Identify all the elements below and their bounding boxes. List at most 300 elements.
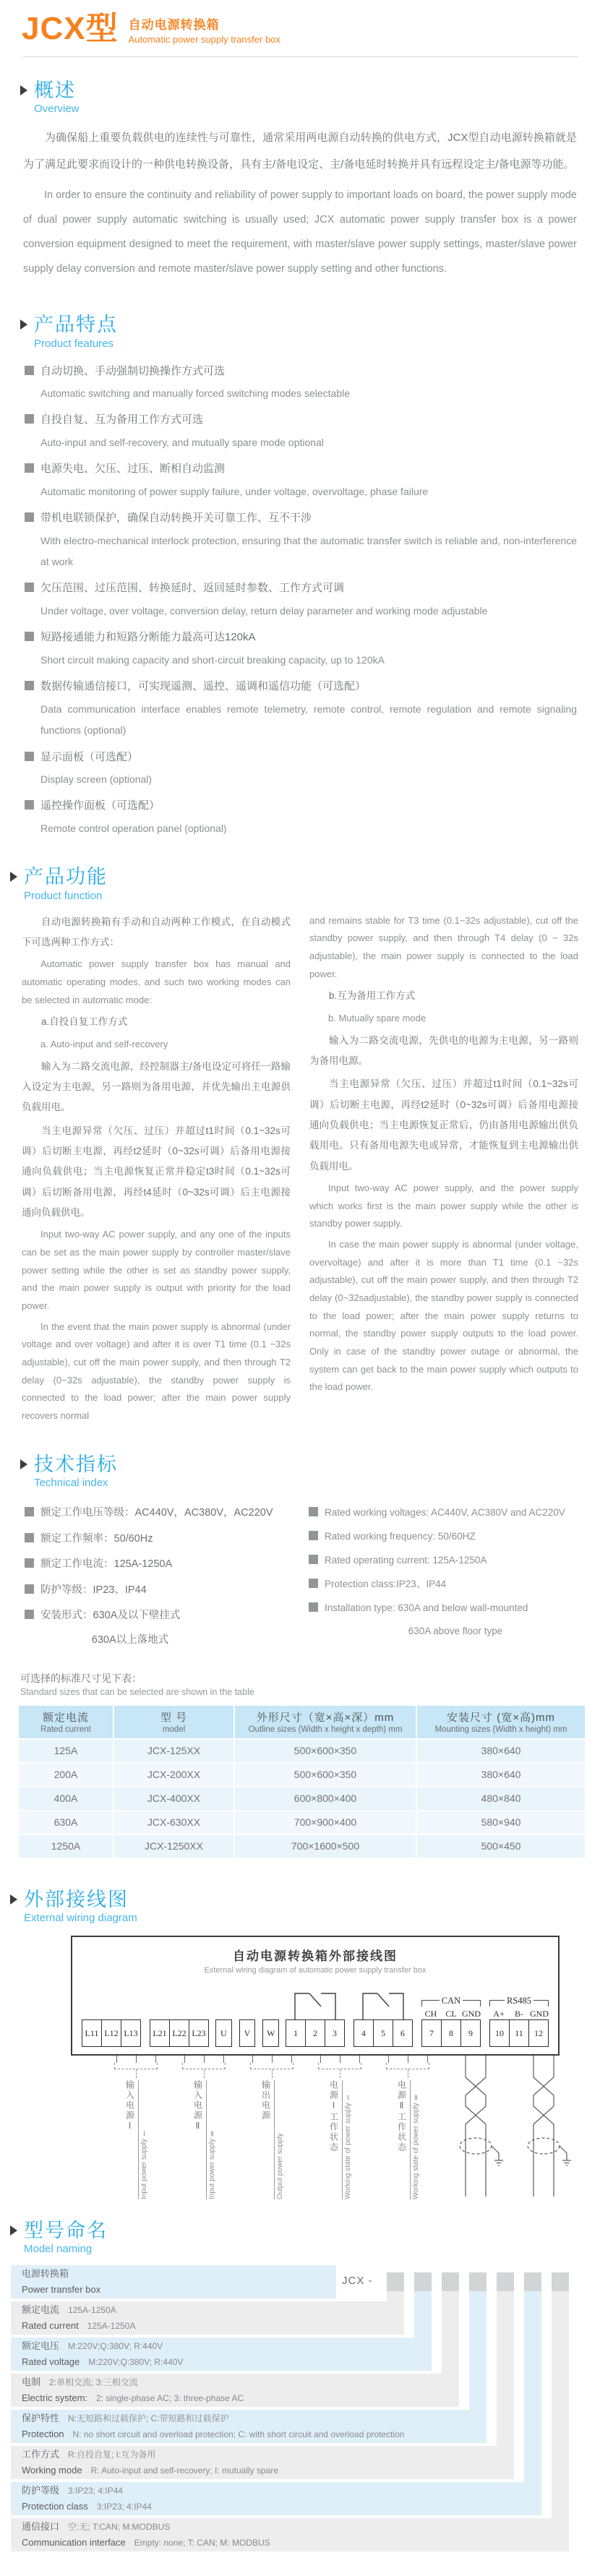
table-cell: 500×600×350 — [235, 1764, 416, 1786]
dashed-stem — [204, 2069, 205, 2078]
section-wiring-header — [10, 1888, 600, 1924]
feature-cn-text: 数据传输通信接口，可实现遥测、遥控、遥调和遥信功能（可选配） — [40, 680, 367, 693]
bullet-square-icon — [25, 583, 34, 592]
naming-label-cn: 防护等级 — [22, 2485, 60, 2496]
section-titles — [34, 313, 118, 349]
function-paragraph: b.互为备用工作方式 — [329, 990, 416, 1002]
bullet-square-icon — [25, 1558, 34, 1568]
header-divider — [23, 56, 578, 57]
naming-row — [11, 2301, 404, 2335]
pin-label: B- — [515, 2009, 523, 2019]
feature-text-en: Short circuit making capacity and short-circuit breaking capacity, up to 120kA — [40, 653, 385, 666]
function-paragraph: Automatic power supply transfer box has manual and automatic operating modes, and such two working modes can be selected in automatic mode: — [22, 958, 291, 1005]
naming-label-en: Rated current — [22, 2320, 79, 2332]
section-titles — [24, 1888, 137, 1924]
caption-text — [260, 2080, 284, 2199]
spacer — [80, 1979, 143, 2019]
bullet-square-icon — [309, 1507, 318, 1516]
function-paragraph: a. Auto-input and self-recovery — [40, 1038, 168, 1049]
naming-code-box — [524, 2272, 541, 2291]
function-paragraph: In case the main power supply is abnormal (under voltage, overvoltage) and after it is more than T1 time (0.1 ~32s adjustable), cut off the main power supply, and then through T2 delay (0~32sadjustable), the standby power supply is connected to the load power; after the main power supply returns to normal, the standby power supply outputs to the load power. Only in case of the standby power outage or abnormal, the system can get back to the main power supply which outputs to the load power. — [309, 1238, 578, 1393]
technical-item — [309, 1596, 578, 1620]
table-row — [19, 1811, 585, 1834]
product-title-block — [129, 13, 280, 45]
naming-value-cn: 2:单相交流; 3:三相交流 — [49, 2377, 138, 2388]
feature-text-cn — [25, 410, 577, 431]
section-titles — [24, 2219, 108, 2255]
naming-label-cn: 通信接口 — [22, 2521, 60, 2533]
technical-text: 安装形式：630A及以下壁挂式 — [40, 1610, 181, 1622]
feature-text-en: Data communication interface enables remote telemetry, remote control, remote regulation and remote signaling functions (optional) — [40, 703, 577, 737]
naming-label-en: Protection — [22, 2429, 64, 2440]
naming-row — [11, 2446, 514, 2479]
naming-label-cn: 额定电流 — [22, 2304, 60, 2316]
technical-column-cn — [25, 1500, 294, 1652]
feature-cn-text: 短路接通能力和短路分断能力最高可达120kA — [40, 631, 256, 644]
feature-cn-text: 自投自复、互为备用工作方式可选 — [40, 413, 204, 426]
table-cell: 200A — [19, 1764, 113, 1786]
naming-label-cn: 工作方式 — [22, 2449, 60, 2460]
terminal: 1 — [286, 2019, 306, 2047]
feature-item — [25, 747, 577, 791]
section-title-cn: 产品功能 — [24, 866, 108, 888]
naming-value-cn: 空:无; T:CAN; M:MODBUS — [68, 2522, 171, 2533]
switch-contact-icon — [283, 1979, 347, 2019]
naming-value-en: 125A-1250A — [87, 2321, 136, 2332]
naming-label-en: Communication interface — [22, 2537, 126, 2549]
can-label: CAN — [441, 1996, 461, 2006]
feature-text-en: Automatic monitoring of power supply failure, under voltage, overvoltage, phase failure — [40, 485, 429, 497]
technical-text: Rated working voltages: AC440V, AC380V and AC220V — [325, 1507, 565, 1519]
can-bracket — [421, 1996, 481, 2006]
wiring-diagram-title-en: External wiring diagram of automatic power supply transfer box — [204, 1966, 427, 1975]
can-bus-header — [419, 1979, 483, 2019]
triangle-bullet-icon — [20, 85, 27, 95]
table-cell: 1250A — [19, 1835, 113, 1858]
twisted-pair-cable-icon — [444, 2056, 507, 2200]
bracket-line — [421, 2000, 440, 2006]
naming-connector — [387, 2291, 404, 2301]
naming-label-en: Power transfer box — [22, 2284, 101, 2296]
technical-item — [309, 1524, 578, 1548]
caption-text — [192, 2080, 216, 2199]
product-title-en: Automatic power supply transfer box — [128, 34, 280, 45]
caption-group — [104, 2056, 168, 2200]
terminal: L13 — [121, 2019, 141, 2047]
features-list — [25, 361, 577, 840]
technical-text: Installation type: 630A and below wall-mounted — [325, 1602, 528, 1614]
naming-label-en: Protection class — [22, 2501, 88, 2512]
terminal: L11 — [82, 2019, 102, 2047]
triangle-bullet-icon — [20, 319, 27, 330]
section-titles — [34, 1453, 118, 1489]
section-title-en: Product function — [24, 889, 103, 902]
bullet-square-icon — [309, 1579, 318, 1588]
feature-item — [25, 508, 577, 572]
caption-cn: 输入电源Ⅰ — [124, 2080, 139, 2199]
bullet-square-icon — [309, 1602, 318, 1612]
table-row — [19, 1787, 585, 1810]
function-paragraph: 自动电源转换箱有手动和自动两种工作模式，在自动模式下可选两种工作方式： — [22, 916, 291, 948]
naming-value-cn: N:无短路和过载保护; C:带短路和过载保护 — [68, 2413, 229, 2424]
naming-code-box — [414, 2272, 432, 2291]
naming-connector — [497, 2291, 514, 2446]
terminal-group — [283, 2019, 347, 2047]
naming-row — [11, 2265, 336, 2298]
table-header-cell — [114, 1706, 233, 1738]
section-title-cn: 外部接线图 — [24, 1888, 129, 1910]
section-features-header — [20, 313, 600, 349]
terminal-group — [487, 2019, 551, 2047]
overview-paragraph-cn: 为确保船上重要负载供电的连续性与可靠性，通常采用两电源自动转换的供电方式，JCX型自动电源转换箱就是为了满足此要求而设计的一种供电转换设备，具有主/备电设定、主/备电延时转换并具有远程设定主/备电源等功能。 — [23, 132, 577, 171]
feature-text-en: Remote control operation panel (optional) — [40, 822, 227, 834]
caption-cn: 输入电源Ⅱ — [192, 2080, 207, 2199]
header-cn: 外形尺寸（宽×高×深）mm — [256, 1711, 395, 1724]
section-title-cn: 产品特点 — [34, 314, 118, 336]
naming-connector — [469, 2291, 487, 2410]
caption-en: Input power supply Ⅱ — [207, 2129, 216, 2200]
terminal: L22 — [169, 2019, 189, 2047]
bracket-line — [463, 2000, 481, 2006]
model-naming-diagram — [11, 2265, 589, 2554]
triangle-bullet-icon — [20, 1459, 27, 1469]
caption-en: Input power supply Ⅰ — [140, 2129, 148, 2200]
terminal: L12 — [101, 2019, 121, 2047]
header-en: model — [162, 1725, 186, 1734]
section-overview-header — [20, 79, 600, 115]
technical-item — [25, 1578, 294, 1604]
caption-cn: 电源Ⅱ工作状态 — [396, 2080, 411, 2199]
bullet-square-icon — [25, 512, 34, 522]
table-header-cell — [19, 1706, 113, 1738]
function-column-left — [22, 912, 291, 1428]
table-cell: 600×800×400 — [235, 1787, 416, 1810]
naming-label-cn: 额定电压 — [22, 2340, 60, 2352]
technical-item — [25, 1500, 294, 1527]
feature-text-cn — [25, 747, 577, 768]
caption-group — [308, 2056, 372, 2200]
triangle-bullet-icon — [10, 872, 17, 882]
header-en: Mounting sizes (Width x height) mm — [434, 1725, 567, 1734]
naming-value-en: M:220V;Q:380V; R:440V — [88, 2357, 184, 2368]
wiring-captions-grid — [104, 2056, 575, 2200]
triangle-bullet-icon — [10, 1894, 17, 1905]
feature-text-cn — [25, 627, 577, 648]
naming-connector — [524, 2291, 541, 2482]
bullet-square-icon — [25, 681, 34, 690]
naming-connector — [552, 2291, 569, 2518]
caption-text — [396, 2080, 420, 2199]
function-paragraph: b. Mutually spare mode — [328, 1012, 427, 1023]
rs485-pins — [489, 2009, 549, 2019]
naming-label-en: Electric system: — [22, 2392, 88, 2404]
bracket-line — [533, 2000, 549, 2006]
caption-group — [376, 2056, 440, 2200]
dashed-bracket — [182, 2063, 226, 2069]
terminal: L21 — [150, 2019, 170, 2047]
caption-en: Output power supply — [275, 2133, 284, 2200]
terminal: 12 — [528, 2019, 549, 2047]
naming-value-en: Empty: none; T: CAN; M: MODBUS — [134, 2538, 270, 2549]
naming-value-en: 2: single-phase AC; 3: three-phase AC — [96, 2393, 244, 2404]
table-intro-en: Standard sizes that can be selected are shown in the table — [20, 1686, 254, 1697]
bullet-square-icon — [309, 1555, 318, 1564]
section-naming-header — [10, 2219, 600, 2255]
terminal-group — [419, 2019, 483, 2047]
terminal-group — [351, 2019, 415, 2047]
section-title-cn: 技术指标 — [34, 1453, 118, 1475]
section-title-en: Overview — [34, 103, 80, 116]
technical-item-continuation: 630A以上落地式 — [91, 1633, 169, 1646]
table-row — [19, 1835, 585, 1858]
dashed-bracket — [250, 2063, 293, 2069]
technical-text: 额定工作电压等级：AC440V，AC380V，AC220V — [40, 1507, 273, 1519]
terminal: 11 — [509, 2019, 529, 2047]
technical-column-en — [309, 1500, 578, 1652]
naming-code-box — [442, 2272, 459, 2291]
spacer — [215, 1979, 279, 2019]
naming-label-cn: 电源转换箱 — [22, 2268, 69, 2280]
dashed-bracket — [386, 2063, 429, 2069]
naming-label-cn: 电制 — [22, 2377, 41, 2388]
wiring-captions — [80, 2056, 600, 2200]
naming-value-en: 3:IP23; 4:IP44 — [96, 2502, 152, 2512]
function-paragraph: 当主电源异常（欠压、过压）并超过t1时间（0.1~32s可调）后切断主电源，再经t2延时（0~32s可调）后备用电源接通向负载供电；当主电源恢复正常并稳定t3时间（0.1~32s可调）后切断备用电源，再经t4延时（0~32s可调）后主电源接通向负载供电。 — [22, 1125, 291, 1218]
table-cell: JCX-125XX — [114, 1740, 233, 1762]
dashed-bracket — [114, 2063, 158, 2069]
terminal: 10 — [489, 2019, 510, 2047]
naming-label-en: Rated voltage — [22, 2356, 80, 2368]
table-row — [19, 1740, 585, 1762]
terminal: W — [262, 2019, 279, 2047]
table-cell: 700×900×400 — [235, 1811, 416, 1834]
naming-prefix: JCX - — [342, 2275, 373, 2288]
terminal: 9 — [460, 2019, 481, 2047]
wire-ticks — [388, 2056, 428, 2063]
feature-text-cn — [25, 677, 577, 697]
naming-value-en: N: no short circuit and overload protection; C: with short circuit and overload protection — [72, 2429, 405, 2440]
page-header — [0, 7, 600, 45]
table-cell: 630A — [19, 1811, 113, 1834]
rs485-label: RS485 — [506, 1996, 532, 2006]
dashed-bracket — [318, 2063, 361, 2069]
section-title-cn: 概述 — [34, 80, 76, 101]
table-row — [19, 1764, 585, 1786]
feature-item — [25, 627, 577, 671]
technical-columns — [25, 1500, 578, 1652]
feature-item — [25, 459, 577, 502]
feature-cn-text: 电源失电、欠压、过压、断相自动监测 — [40, 463, 226, 476]
table-header-cell — [235, 1706, 416, 1738]
feature-text-cn — [25, 361, 577, 382]
terminal-group — [147, 2019, 211, 2047]
technical-item — [309, 1500, 578, 1524]
rs485-header — [487, 1979, 551, 2019]
dashed-stem — [272, 2069, 273, 2078]
can-pins — [421, 2009, 481, 2019]
feature-text-cn — [25, 459, 577, 480]
bullet-square-icon — [25, 414, 34, 424]
terminal: 5 — [373, 2019, 393, 2047]
caption-group — [172, 2056, 236, 2200]
function-paragraph: 当主电源异常（欠压、过压）并超过t1时间（0.1~32s可调）后切断主电源，再经t2延时（0~32s可调）后备用电源接通向负载供电；当主电源恢复正常后，仍由备用电源输出供负载用电。只有备用电源失电或异常，才能恢复到主电源输出供负载用电。 — [309, 1078, 578, 1172]
table-cell: 380×640 — [417, 1764, 585, 1786]
table-cell: JCX-1250XX — [114, 1835, 233, 1858]
feature-cn-text: 自动切换、手动强制切换操作方式可选 — [40, 364, 226, 377]
bullet-square-icon — [25, 1507, 34, 1516]
naming-row — [11, 2337, 432, 2371]
naming-connector — [414, 2291, 432, 2337]
bullet-square-icon — [309, 1531, 318, 1540]
technical-item — [25, 1552, 294, 1578]
naming-value-cn: 125A-1250A — [68, 2305, 116, 2316]
bullet-square-icon — [25, 1584, 34, 1594]
feature-text-cn — [25, 508, 577, 529]
table-cell: 700×1600×500 — [235, 1835, 416, 1858]
naming-row — [11, 2482, 541, 2515]
rs485-bracket — [489, 1996, 549, 2006]
terminal: 2 — [305, 2019, 325, 2047]
naming-code-box — [387, 2272, 404, 2291]
naming-value-cn: M:220V;Q:380V; R:440V — [68, 2341, 163, 2352]
feature-cn-text: 带机电联锁保护，确保自动转换开关可靠工作、互不干涉 — [40, 512, 312, 525]
naming-row — [11, 2518, 569, 2551]
section-title-en: Technical index — [34, 1477, 108, 1490]
terminal-row — [80, 2019, 551, 2047]
pin-label: GND — [530, 2009, 549, 2019]
header-cn: 额定电流 — [42, 1711, 89, 1724]
feature-item — [25, 578, 577, 622]
feature-text-en: Auto-input and self-recovery, and mutually spare mode optional — [40, 436, 324, 448]
section-titles — [24, 865, 108, 901]
feature-text-en: Automatic switching and manually forced switching modes selectable — [40, 387, 350, 400]
section-title-en: External wiring diagram — [24, 1912, 137, 1925]
bullet-square-icon — [25, 800, 34, 810]
naming-code-box — [469, 2272, 487, 2291]
technical-text: Protection class:IP23、IP44 — [325, 1579, 447, 1590]
function-column-right — [309, 912, 578, 1428]
naming-value-cn: 3:IP23; 4:IP44 — [68, 2486, 124, 2496]
function-paragraph: a.自投自复工作方式 — [41, 1016, 128, 1028]
table-header-row — [19, 1706, 585, 1738]
feature-text-en: With electro-mechanical interlock protection, ensuring that the automatic transfer switch is reliable and, non-interference at work — [40, 534, 577, 568]
pin-label: GND — [462, 2009, 481, 2019]
naming-connector — [442, 2291, 459, 2374]
naming-label-en: Working mode — [22, 2465, 82, 2476]
technical-text: 额定工作频率：50/60Hz — [40, 1532, 153, 1545]
table-cell: 500×450 — [417, 1835, 585, 1858]
naming-row — [11, 2374, 459, 2407]
table-intro-cn: 可选择的标准尺寸见下表： — [20, 1672, 142, 1684]
bullet-square-icon — [25, 632, 34, 641]
product-title-cn: 自动电源转换箱 — [128, 18, 220, 32]
wire-ticks — [184, 2056, 224, 2063]
technical-text: Rated operating current: 125A-1250A — [325, 1555, 487, 1566]
terminal: V — [239, 2019, 256, 2047]
switch-contact-icon — [351, 1979, 415, 2019]
terminal: 8 — [441, 2019, 461, 2047]
caption-cn: 输出电源 — [260, 2080, 275, 2199]
table-cell: 580×940 — [417, 1811, 585, 1834]
bullet-square-icon — [25, 1610, 34, 1619]
bullet-square-icon — [25, 1533, 34, 1542]
feature-text-en: Under voltage, over voltage, conversion delay, return delay parameter and working mode adjustable — [40, 604, 488, 617]
table-cell: 380×640 — [417, 1740, 585, 1762]
function-paragraph: In the event that the main power supply is abnormal (under voltage and over voltage) and after it is over T1 time (0.1 ~32s adjustable), cut off the main power supply, and then through T2 delay (0~32s adjustable), the standby power supply is connected to the load power; after the main power supply recovers normal — [22, 1321, 291, 1422]
table-cell: 500×600×350 — [235, 1740, 416, 1762]
naming-code-box — [497, 2272, 514, 2291]
technical-item — [25, 1527, 294, 1553]
technical-text: Rated working frequency: 50/60HZ — [325, 1531, 476, 1542]
section-titles — [34, 79, 80, 115]
table-cell: 400A — [19, 1787, 113, 1810]
bullet-square-icon — [25, 752, 34, 761]
section-function-header — [10, 865, 600, 901]
wiring-diagram-box — [71, 1936, 560, 2056]
wire-ticks — [320, 2056, 360, 2063]
caption-group — [240, 2056, 304, 2200]
terminal-group — [215, 2019, 279, 2047]
terminal: L23 — [189, 2019, 209, 2047]
function-paragraph: 输入为二路交流电源，先供电的电源为主电源，另一路则为备用电源。 — [309, 1034, 578, 1066]
table-cell: JCX-400XX — [114, 1787, 233, 1810]
table-cell: JCX-200XX — [114, 1764, 233, 1786]
feature-cn-text: 欠压范围、过压范围、转换延时、返回延时参数、工作方式可调 — [40, 582, 345, 595]
terminal: 3 — [325, 2019, 345, 2047]
naming-value-cn: R:自投自复; I:互为备用 — [68, 2450, 156, 2460]
dashed-stem — [136, 2069, 137, 2078]
section-title-cn: 型号命名 — [24, 2220, 108, 2242]
feature-item — [25, 796, 577, 839]
technical-text: 防护等级：IP23、IP44 — [40, 1584, 147, 1596]
bullet-square-icon — [25, 463, 34, 473]
technical-item — [25, 1603, 294, 1629]
bracket-line — [489, 2000, 505, 2006]
caption-en: Working state of power supply Ⅱ — [411, 2092, 420, 2200]
feature-item — [25, 410, 577, 453]
technical-item — [309, 1548, 578, 1572]
pin-label: CL — [445, 2009, 457, 2019]
caption-text — [328, 2080, 352, 2199]
naming-value-en: R: Auto-input and self-recovery; I: mutually spare — [90, 2465, 279, 2476]
feature-text-en: Display screen (optional) — [40, 773, 153, 786]
section-title-en: Product features — [34, 337, 114, 350]
table-cell: JCX-630XX — [114, 1811, 233, 1834]
spacer — [147, 1979, 211, 2019]
function-paragraph: Input two-way AC power supply, and any one of the inputs can be set as the main power supply by controller master/slave power setting while the other is set as standby power supply, and the main power supply is output with priority for the load power. — [22, 1229, 291, 1311]
wiring-upper-symbols — [80, 1979, 551, 2019]
bullet-square-icon — [25, 366, 34, 375]
function-paragraph: and remains stable for T3 time (0.1~32s adjustable), cut off the standby power supply, and then through T4 delay (0 ~ 32s adjustable), the main power supply is connected to the load power. — [309, 914, 578, 979]
overview-paragraph-en: In order to ensure the continuity and reliability of power supply to important loads on board, the power supply mode of dual power supply automatic switching is usually used; JCX automatic power supply transfer box is a power conversion equipment designed to meet the requirement, with master/slave power supply settings, master/slave power supply delay conversion and remote master/slave power supply setting and other functions. — [23, 189, 577, 275]
twisted-pair-cable-icon — [512, 2056, 575, 2200]
terminal-group — [80, 2019, 143, 2047]
technical-item — [309, 1572, 578, 1596]
naming-code-box — [552, 2272, 569, 2291]
feature-text-cn — [25, 578, 577, 599]
feature-item — [25, 361, 577, 405]
caption-text — [124, 2080, 148, 2199]
wire-ticks — [252, 2056, 292, 2063]
product-model-title: JCX型 — [22, 11, 119, 46]
triangle-bullet-icon — [10, 2225, 17, 2236]
feature-cn-text: 显示面板（可选配） — [40, 750, 139, 763]
function-columns — [22, 912, 578, 1428]
header-en: Rated current — [40, 1725, 91, 1734]
caption-cn: 电源Ⅰ工作状态 — [328, 2080, 343, 2199]
feature-text-cn — [25, 796, 577, 817]
header-en: Outline sizes (Width x height x depth) mm — [248, 1725, 403, 1734]
